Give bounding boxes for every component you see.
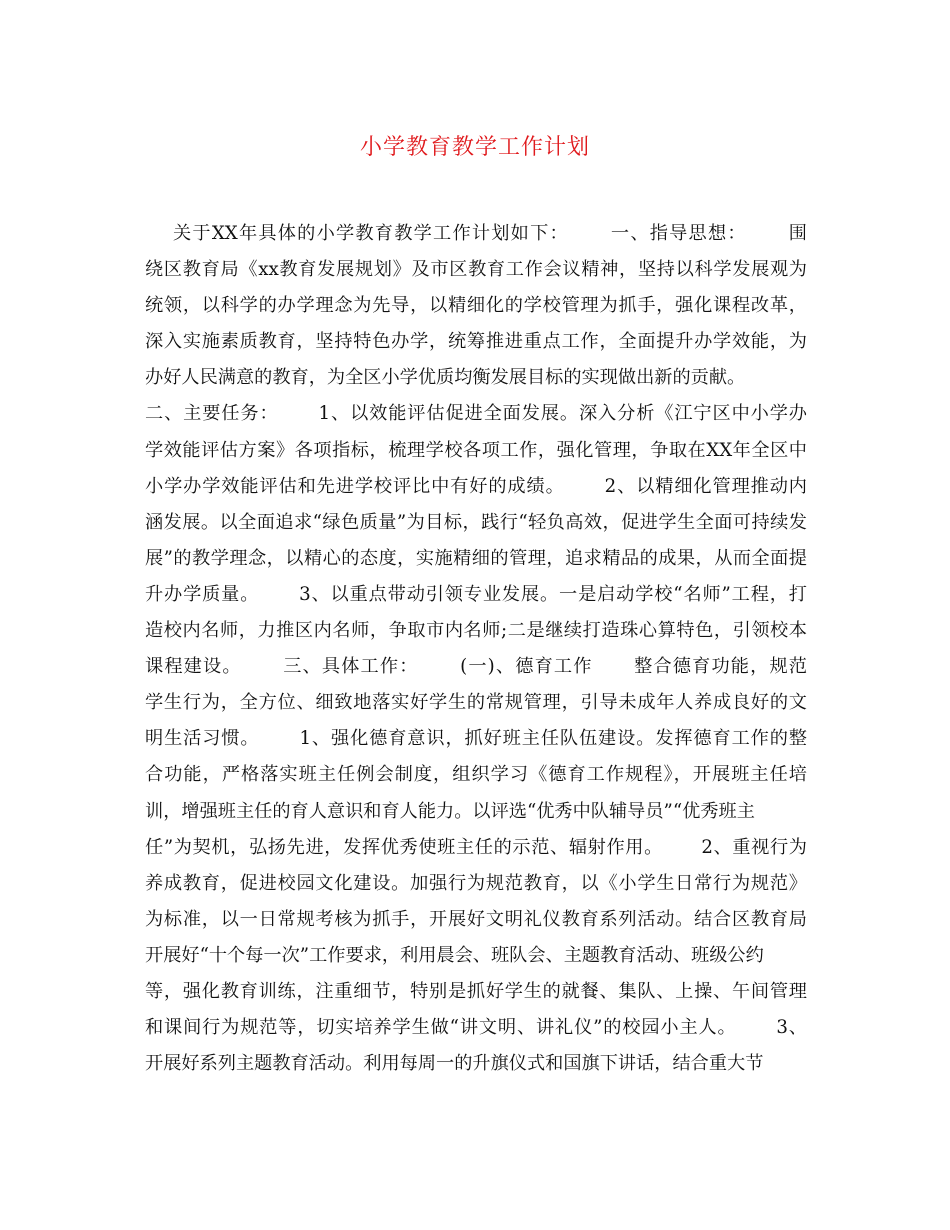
body-line: 办好人民满意的教育，为全区小学优质均衡发展目标的实现做出新的贡献。 [145, 367, 746, 389]
body-line: 养成教育，促进校园文化建设。加强行为规范教育，以《小学生日常行为规范》 [145, 872, 807, 894]
body-line: 训，增强班主任的育人意识和育人能力。以评选“优秀中队辅导员”“优秀班主 [145, 800, 755, 822]
body-line: 绕区教育局《xx教育发展规划》及市区教育工作会议精神，坚持以科学发展观为 [145, 259, 807, 281]
body-line: 明生活习惯。 1、强化德育意识，抓好班主任队伍建设。发挥德育工作的整 [145, 728, 807, 750]
body-line: 展”的教学理念，以精心的态度，实施精细的管理，追求精品的成果，从而全面提 [145, 547, 807, 569]
body-line: 课程建设。 三、具体工作： (一)、德育工作 整合德育功能，规范 [145, 656, 807, 678]
body-line: 造校内名师，力推区内名师，争取市内名师;二是继续打造珠心算特色，引领校本 [145, 620, 807, 642]
body-line: 开展好系列主题教育活动。利用每周一的升旗仪式和国旗下讲话，结合重大节 [145, 1053, 764, 1075]
body-line: 和课间行为规范等，切实培养学生做“讲文明、讲礼仪”的校园小主人。 3、 [145, 1017, 807, 1039]
body-line: 深入实施素质教育，坚持特色办学，统筹推进重点工作，全面提升办学效能，为 [145, 331, 807, 353]
body-line: 升办学质量。 3、以重点带动引领专业发展。一是启动学校“名师”工程，打 [145, 583, 807, 605]
body-line: 统领，以科学的办学理念为先导，以精细化的学校管理为抓手，强化课程改革， [145, 295, 807, 317]
body-line: 学效能评估方案》各项指标，梳理学校各项工作，强化管理，争取在XX年全区中 [145, 439, 807, 461]
body-line: 涵发展。以全面追求“绿色质量”为目标，践行“轻负高效，促进学生全面可持续发 [145, 511, 807, 533]
body-line: 任”为契机，弘扬先进，发挥优秀使班主任的示范、辐射作用。 2、重视行为 [145, 836, 807, 858]
body-line: 等，强化教育训练，注重细节，特别是抓好学生的就餐、集队、上操、午间管理 [145, 980, 807, 1002]
body-line: 关于XX年具体的小学教育教学工作计划如下： 一、指导思想： 围 [145, 223, 807, 244]
body-line: 合功能，严格落实班主任例会制度，组织学习《德育工作规程》，开展班主任培 [145, 764, 807, 786]
body-line: 二、主要任务： 1、以效能评估促进全面发展。深入分析《江宁区中小学办 [145, 403, 807, 425]
body-line: 为标准，以一日常规考核为抓手，开展好文明礼仪教育系列活动。结合区教育局 [145, 908, 807, 930]
body-line: 学生行为，全方位、细致地落实好学生的常规管理，引导未成年人养成良好的文 [145, 692, 807, 714]
body-line: 开展好“十个每一次”工作要求，利用晨会、班队会、主题教育活动、班级公约 [145, 944, 764, 966]
document-title: 小学教育教学工作计划 [359, 135, 590, 160]
document-body [145, 216, 807, 1082]
body-line: 小学办学效能评估和先进学校评比中有好的成绩。 2、以精细化管理推动内 [145, 475, 807, 497]
